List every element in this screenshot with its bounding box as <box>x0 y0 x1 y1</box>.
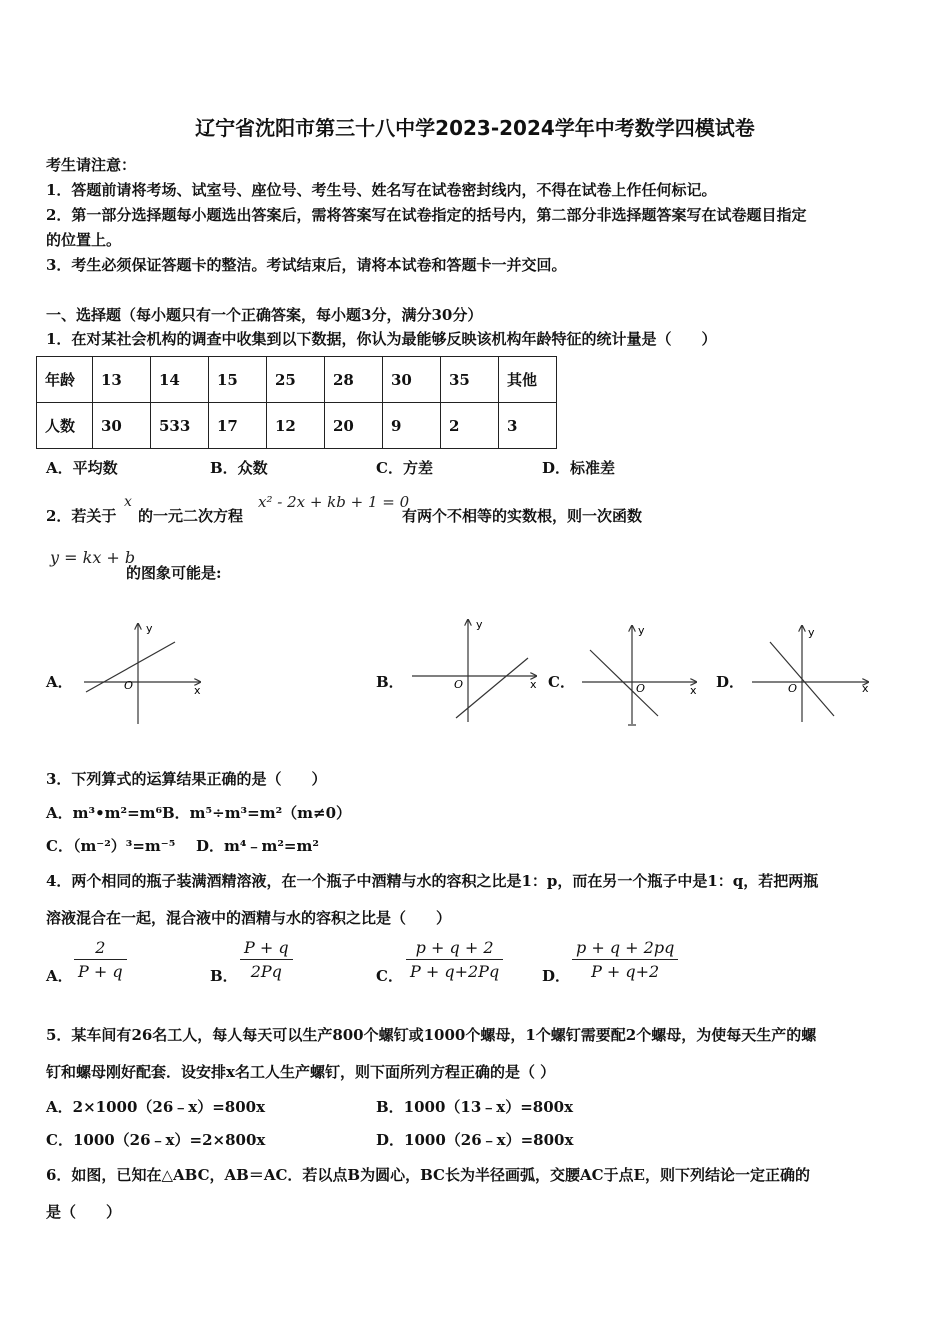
q3-option-c[interactable]: C．（m⁻²）³=m⁻⁵ <box>46 837 176 855</box>
q2-option-c-label[interactable]: C． <box>548 673 575 691</box>
q4-option-d-fraction[interactable] <box>572 938 678 981</box>
denominator: P + q+2Pq <box>410 962 500 981</box>
q5-option-d[interactable]: D．1000（26﹣x）=800x <box>376 1131 574 1149</box>
notice-item: 3．考生必须保证答题卡的整洁。考试结束后，请将本试卷和答题卡一并交回。 <box>46 256 567 274</box>
q2-stem-d: 的图象可能是: <box>126 564 222 582</box>
q1-option-a[interactable]: A．平均数 <box>46 459 118 477</box>
function-line <box>590 650 658 716</box>
q2-option-d-label[interactable]: D． <box>716 673 745 691</box>
numerator: p + q + 2pq <box>572 938 678 960</box>
q1-stem: 1．在对某社会机构的调查中收集到以下数据，你认为最能够反映该机构年龄特征的统计量是（ ） <box>46 330 717 348</box>
q2-option-b-label[interactable]: B． <box>376 673 404 691</box>
graph-d <box>748 622 876 726</box>
graph-c <box>578 620 703 728</box>
q4-line1: 4．两个相同的瓶子装满酒精溶液，在一个瓶子中酒精与水的容积之比是1：p，而在另一个瓶子中是1：q，若把两瓶 <box>46 872 819 890</box>
table-cell: 25 <box>267 357 325 403</box>
x-axis-label: x <box>194 684 201 697</box>
q4-option-c-label[interactable]: C． <box>376 967 403 985</box>
q6-line1: 6．如图，已知在△ABC，AB＝AC．若以点B为圆心，BC长为半径画弧，交腰AC于点E，则下列结论一定正确的 <box>46 1166 810 1184</box>
q5-option-a[interactable]: A．2×1000（26﹣x）=800x <box>46 1098 266 1116</box>
table-cell: 年龄 <box>37 357 93 403</box>
table-row <box>37 357 557 403</box>
denominator: P + q <box>78 962 123 981</box>
q4-option-c-fraction[interactable] <box>406 938 503 981</box>
table-cell: 13 <box>93 357 151 403</box>
q4-option-a-fraction[interactable] <box>74 938 127 981</box>
table-cell: 其他 <box>499 357 557 403</box>
q4-option-d-label[interactable]: D． <box>542 967 571 985</box>
q2-var-x: x <box>124 494 132 510</box>
notice-item: 1．答题前请将考场、试室号、座位号、考生号、姓名写在试卷密封线内，不得在试卷上作任何标记。 <box>46 181 717 199</box>
y-axis-label: y <box>808 626 815 639</box>
origin-label: O <box>454 678 464 691</box>
q1-option-d[interactable]: D．标准差 <box>542 459 616 477</box>
table-cell: 28 <box>325 357 383 403</box>
x-axis-label: x <box>530 678 537 691</box>
notice-item: 2．第一部分选择题每小题选出答案后，需将答案写在试卷指定的括号内，第二部分非选择题答案写在试卷题目指定 <box>46 206 807 224</box>
section-heading: 一、选择题（每小题只有一个正确答案，每小题3分，满分30分） <box>46 306 483 324</box>
numerator: P + q <box>240 938 293 960</box>
graph-b <box>408 614 543 726</box>
table-cell: 2 <box>441 403 499 449</box>
q1-option-c[interactable]: C．方差 <box>376 459 433 477</box>
table-cell: 30 <box>93 403 151 449</box>
table-cell: 12 <box>267 403 325 449</box>
q5-line1: 5．某车间有26名工人，每人每天可以生产800个螺钉或1000个螺母，1个螺钉需要配2个螺母，为使每天生产的螺 <box>46 1026 817 1044</box>
q3-stem: 3．下列算式的运算结果正确的是（ ） <box>46 770 327 788</box>
numerator: 2 <box>74 938 127 960</box>
q3-option-d[interactable]: D．m⁴﹣m²=m² <box>196 837 319 855</box>
numerator: p + q + 2 <box>406 938 503 960</box>
q5-option-b[interactable]: B．1000（13﹣x）=800x <box>376 1098 574 1116</box>
q5-line2: 钉和螺母刚好配套．设安排x名工人生产螺钉，则下面所列方程正确的是（ ） <box>46 1063 556 1081</box>
table-cell: 人数 <box>37 403 93 449</box>
table-row <box>37 403 557 449</box>
x-axis-label: x <box>690 684 697 697</box>
origin-label: O <box>124 679 134 692</box>
origin-label: O <box>636 682 646 695</box>
y-axis-label: y <box>146 622 153 635</box>
q2-stem-b: 的一元二次方程 <box>138 507 244 525</box>
q4-line2: 溶液混合在一起，混合液中的酒精与水的容积之比是（ ） <box>46 909 452 927</box>
table-cell: 9 <box>383 403 441 449</box>
table-cell: 20 <box>325 403 383 449</box>
q4-option-b-fraction[interactable] <box>240 938 293 981</box>
q4-option-a-label[interactable]: A． <box>46 967 73 985</box>
q1-option-b[interactable]: B．众数 <box>210 459 268 477</box>
q2-function: y = kx + b <box>50 548 136 567</box>
graph-a <box>80 618 210 728</box>
table-cell: 3 <box>499 403 557 449</box>
function-line <box>456 658 528 718</box>
table-cell: 15 <box>209 357 267 403</box>
y-axis-label: y <box>638 624 645 637</box>
q3-option-b[interactable]: B．m⁵÷m³=m²（m≠0） <box>162 804 352 822</box>
notice-heading: 考生请注意： <box>46 156 137 174</box>
age-table <box>36 356 557 449</box>
notice-item: 的位置上。 <box>46 231 122 249</box>
q2-equation: x² - 2x + kb + 1 = 0 <box>258 493 410 511</box>
page-title: 辽宁省沈阳市第三十八中学2023-2024学年中考数学四模试卷 <box>195 116 755 140</box>
q4-option-b-label[interactable]: B． <box>210 967 238 985</box>
denominator: P + q+2 <box>591 962 660 981</box>
table-cell: 17 <box>209 403 267 449</box>
denominator: 2Pq <box>250 962 282 981</box>
q6-line2: 是（ ） <box>46 1203 122 1221</box>
x-axis-label: x <box>862 682 869 695</box>
origin-label: O <box>788 682 798 695</box>
table-cell: 533 <box>151 403 209 449</box>
q2-stem-a: 2．若关于 <box>46 507 117 525</box>
q5-option-c[interactable]: C．1000（26﹣x）=2×800x <box>46 1131 266 1149</box>
table-cell: 30 <box>383 357 441 403</box>
table-cell: 14 <box>151 357 209 403</box>
q2-stem-c: 有两个不相等的实数根，则一次函数 <box>402 507 643 525</box>
q2-option-a-label[interactable]: A． <box>46 673 73 691</box>
q3-option-a[interactable]: A．m³•m²=m⁶ <box>46 804 163 822</box>
y-axis-label: y <box>476 618 483 631</box>
table-cell: 35 <box>441 357 499 403</box>
